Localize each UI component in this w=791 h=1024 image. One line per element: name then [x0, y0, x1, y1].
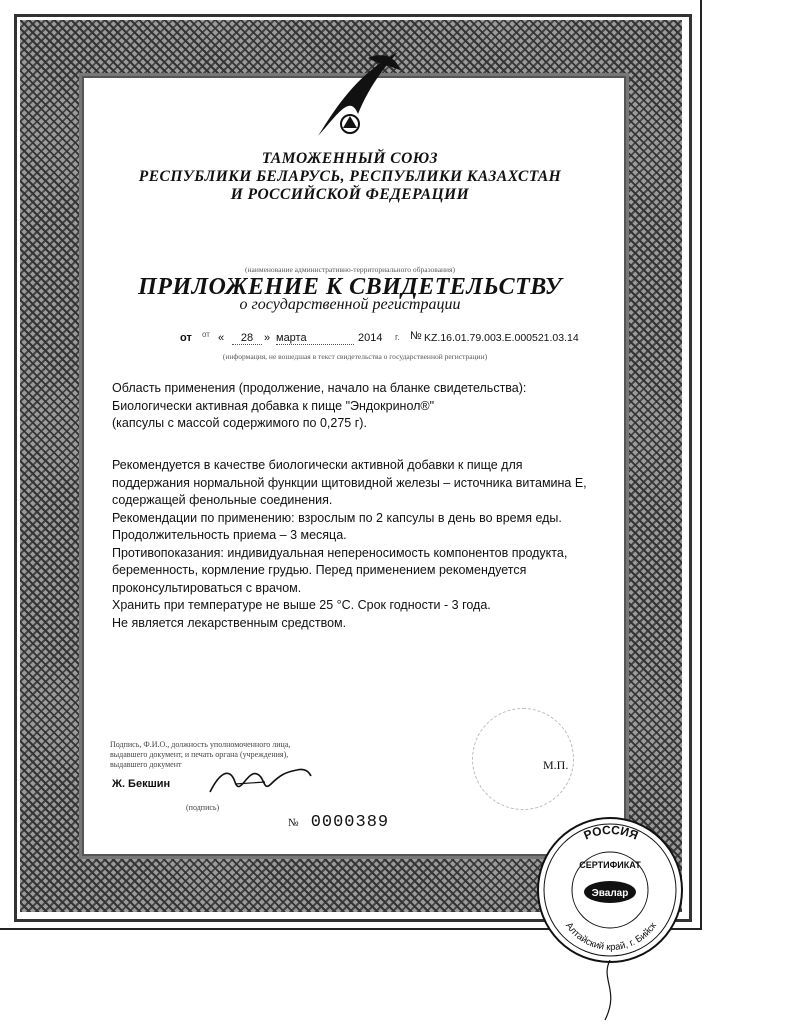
scope-line-2: Биологически активная добавка к пище "Эндокринол®" [112, 398, 435, 413]
authority-caption: (наименование административно-территориального образования) [244, 265, 455, 274]
header-line-3: И РОССИЙСКОЙ ФЕДЕРАЦИИ [230, 186, 470, 203]
scope-line-1: Область применения (продолжение, начало на бланке свидетельства): [112, 381, 527, 395]
number-label: № [410, 330, 422, 342]
registration-caption: (информация, не вошедшая в текст свидетельства о государственной регистрации) [222, 352, 488, 361]
recommendation-line: поддержания нормальной функции щитовидной железы – источника витамина Е, [112, 475, 587, 490]
scope-section [112, 380, 612, 433]
recommendation-line: проконсультироваться с врачом. [112, 580, 302, 595]
registration-number: KZ.16.01.79.003.E.000521.03.14 [424, 332, 579, 344]
scope-line-3: (капсулы с массой содержимого по 0,275 г). [112, 416, 367, 430]
seal-center-text: Эвалар [591, 888, 629, 899]
signatory-name: Ж. Бекшин [112, 778, 171, 790]
recommendation-line: Противопоказания: индивидуальная непереносимость компонентов продукта, [112, 545, 568, 560]
recommendations-section [112, 457, 612, 632]
registration-line [180, 330, 600, 350]
seal-bottom-text: Алтайский край, г. Бийск [563, 920, 659, 954]
seal-top-text: РОССИЯ [581, 822, 641, 843]
recommendation-line: содержащей фенольные соединения. [112, 493, 333, 507]
serial-value: 0000389 [310, 813, 390, 832]
seal-arc-text: СЕРТИФИКАТ [579, 860, 641, 870]
serial-number [288, 813, 389, 832]
document-title: ПРИЛОЖЕНИЕ К СВИДЕТЕЛЬСТВУ [138, 274, 562, 300]
from-small-label: от [202, 330, 210, 339]
signature-caption-line: выдавшего документ, и печать органа (учреждения), [110, 750, 289, 759]
stamp-placeholder-label: М.П. [543, 758, 569, 772]
day-open-quote: « [218, 332, 225, 344]
registration-year: 2014 [358, 332, 383, 344]
recommendation-line: Рекомендации по применению: взрослым по 2 капсулы в день во время еды. [112, 510, 562, 525]
recommendation-line: Хранить при температуре не выше 25 °С. Срок годности - 3 года. [112, 598, 491, 612]
handwritten-signature-icon [205, 762, 315, 802]
signature-caption-line: Подпись, Ф.И.О., должность уполномоченного лица, [110, 740, 291, 749]
signature-line-caption: (подпись) [186, 803, 220, 812]
registration-month: марта [276, 332, 354, 345]
document-subtitle: о государственной регистрации [239, 296, 461, 313]
header-line-1: ТАМОЖЕННЫЙ СОЮЗ [261, 150, 439, 167]
customs-union-emblem-icon [298, 44, 408, 140]
pen-stroke [590, 960, 630, 1024]
year-suffix: г. [395, 332, 400, 342]
registration-day: 28 [232, 332, 262, 345]
recommendation-line: Рекомендуется в качестве биологически активной добавки к пище для [112, 458, 523, 472]
recommendation-line: Не является лекарственным средством. [112, 615, 347, 630]
day-close-quote: » [264, 332, 271, 344]
recommendation-line: беременность, кормление грудью. Перед применением рекомендуется [112, 563, 527, 577]
signature-caption-line: выдавшего документ [110, 760, 182, 769]
company-seal [533, 812, 688, 967]
from-label: от [180, 332, 192, 344]
header-line-2: РЕСПУБЛИКИ БЕЛАРУСЬ, РЕСПУБЛИКИ КАЗАХСТАН [138, 168, 562, 185]
serial-label: № [288, 817, 300, 829]
recommendation-line: Продолжительность приема – 3 месяца. [112, 528, 347, 542]
